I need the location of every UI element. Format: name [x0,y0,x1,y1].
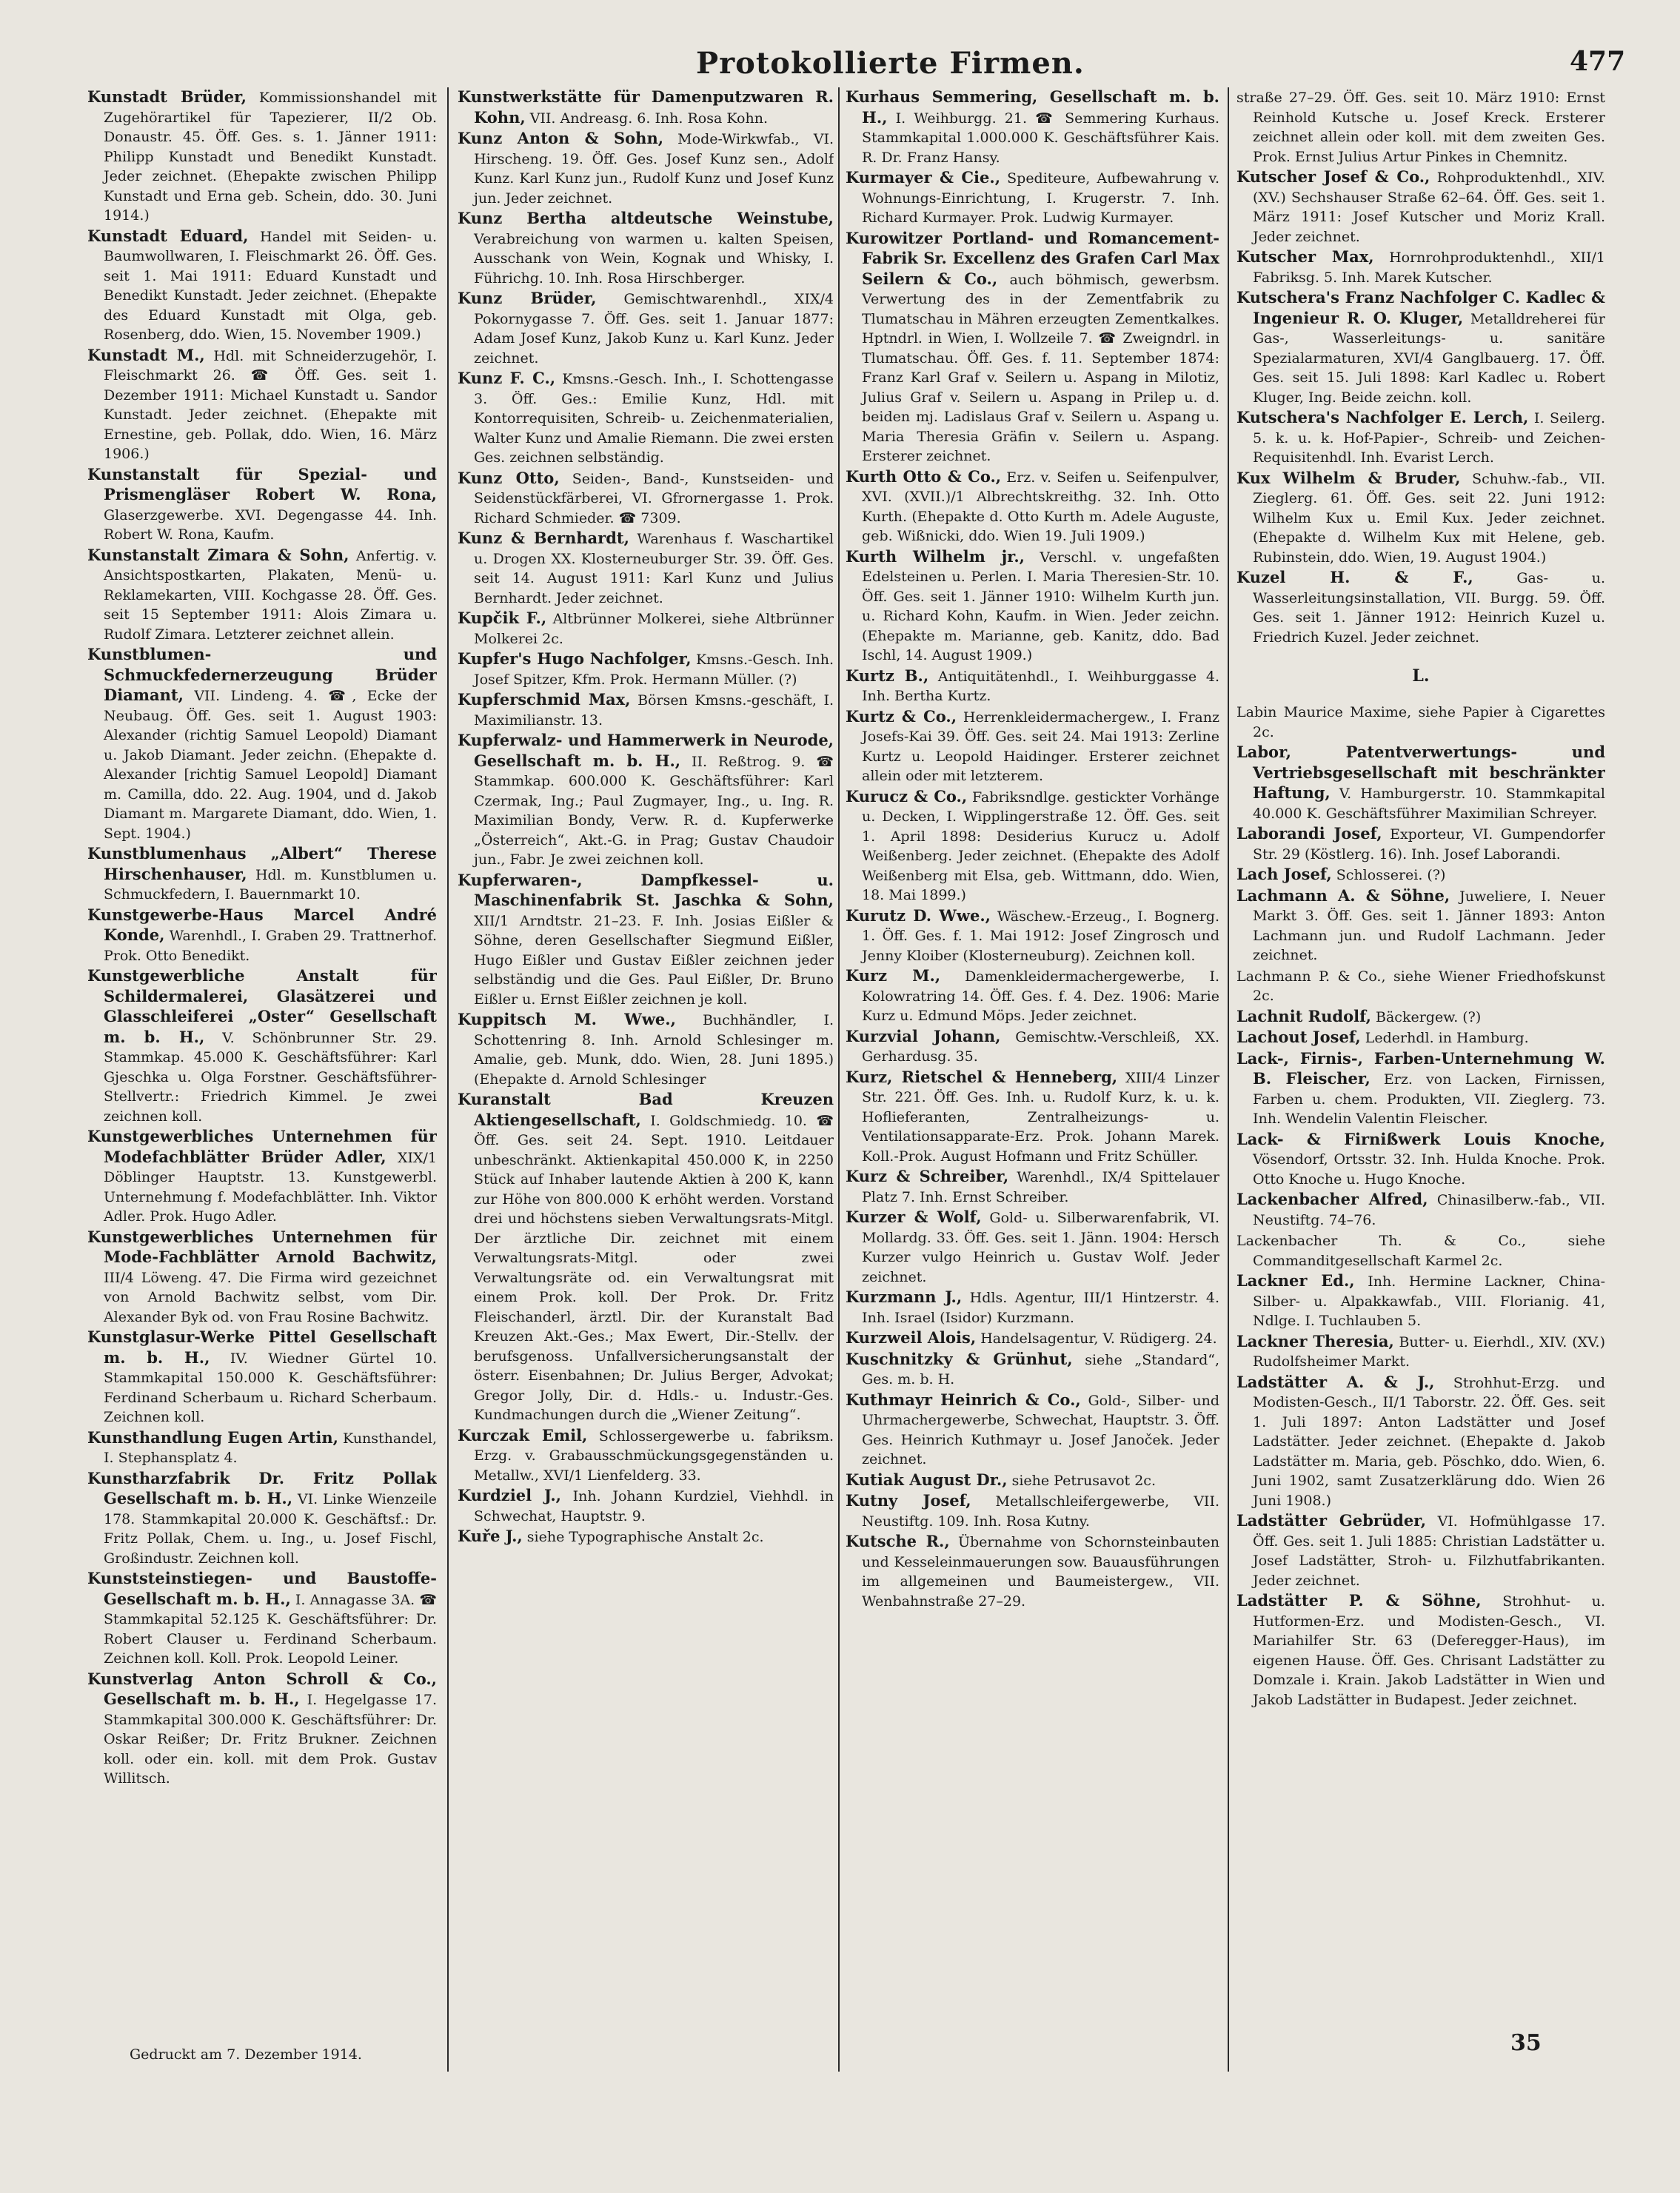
firm-details: Spediteure, Aufbewahrung v. Wohnungs-Einrichtung, I. Krugerstr. 7. Inh. Richard Kurmayer. Prok. Ludwig Kurmayer. [862,170,1219,226]
firm-name: Kunstadt M., [87,345,205,364]
firm-details: Erz. v. Seifen u. Seifenpulver, XVI. (XVII.)/1 Albrechtskreithg. 32. Inh. Otto Kurth. (Ehepakte d. Otto Kurth m. Adele Auguste, geb. Wißnicki, ddo. Wien 19. Juli 1909.) [862,469,1219,544]
firm-details: Metallschleifergewerbe, VII. Neustiftg. 109. Inh. Rosa Kutny. [862,1493,1219,1530]
firm-name: Kunstharzfabrik Dr. Fritz Pollak Gesellschaft m. b. H., [87,1468,437,1507]
firm-name: Lachnit Rudolf, [1236,1006,1371,1025]
firm-name: Kux Wilhelm & Bruder, [1236,468,1461,487]
firm-entry [1236,408,1605,468]
firm-details: Bäckergew. (?) [1371,1008,1482,1025]
firm-details: Inh. Hermine Lackner, China-Silber- u. Alpakkawfab., VIII. Florianig. 41, Ndlge. I. Tuchlauben 5. [1253,1273,1605,1329]
firm-name: Kunstblumen- und Schmuckfedernerzeugung Brüder Diamant, [87,645,437,704]
firm-details: IV. Wiedner Gürtel 10. Stammkapital 150.000 K. Geschäftsführer: Ferdinand Scherbaum u. Richard Scherbaum. Zeichnen koll. [104,1350,437,1425]
firm-name: Kunstgewerbliche Anstalt für Schildermalerei, Glasätzerei und Glasschleiferei „Oster“ Gesellschaft m. b. H., [87,966,437,1046]
firm-entry [846,906,1219,966]
firm-entry [846,1390,1219,1470]
firm-entry [1236,1231,1605,1270]
firm-details: Glaserzgewerbe. XVI. Degengasse 44. Inh. Robert W. Rona, Kaufm. [104,506,437,543]
firm-details: VI. Linke Wienzeile 178. Stammkapital 20.000 K. Geschäftsf.: Dr. Fritz Pollak, Chem. u. Ing., u. Josef Fischl, Großindustr. Zeichnen koll. [104,1491,437,1567]
firm-entry [458,1010,834,1089]
firm-name: Kutscher Max, [1236,247,1374,266]
firm-entry [1236,469,1605,568]
firm-name: Ladstätter Gebrüder, [1236,1511,1427,1530]
firm-name: Kurzvial Johann, [846,1026,1001,1045]
firm-name: Kupferwaren-, Dampfkessel- u. Maschinenfabrik St. Jaschka & Sohn, [458,870,834,909]
firm-name: Kupfer's Hugo Nachfolger, [458,649,692,668]
firm-entry [1236,1130,1605,1190]
firm-details: Verabreichung von warmen u. kalten Speisen, Ausschank von Wein, Kognak und Whisky, I. Führichg. 10. Inh. Rosa Hirschberger. [474,230,834,287]
firm-details: Juweliere, I. Neuer Markt 3. Öff. Ges. seit 1. Jänner 1893: Anton Lachmann jun. und Rudolf Lachmann. Jeder zeichnet. [1253,888,1605,963]
firm-entry [87,1670,437,1789]
column-1 [87,87,437,2057]
firm-details: Handelsagentur, V. Rüdigerg. 24. [976,1330,1217,1347]
firm-name: Kutny Josef, [846,1491,971,1510]
firm-entry [846,467,1219,546]
firm-entry [458,609,834,649]
firm-details: III/4 Löweng. 47. Die Firma wird gezeichnet von Arnold Bachwitz selbst, vom Dir. Alexander Byk od. von Frau Rosine Bachwitz. [104,1269,437,1325]
firm-entry [1236,824,1605,864]
firm-name: Kutschera's Franz Nachfolger C. Kadlec & Ingenieur R. O. Kluger, [1236,288,1605,327]
firm-entry [87,227,437,345]
firm-name: Kurzer & Wolf, [846,1208,982,1226]
firm-details: Hornrohproduktenhdl., XII/1 Fabriksg. 5. Inh. Marek Kutscher. [1253,250,1605,286]
firm-details: Altbrünner Molkerei, siehe Altbrünner Molkerei 2c. [474,611,834,647]
firm-name: Kuthmayr Heinrich & Co., [846,1390,1081,1409]
firm-details: siehe Petrusavot 2c. [1007,1472,1156,1489]
firm-entry [458,1090,834,1425]
firm-entry [458,1527,834,1547]
firm-entry [1236,886,1605,965]
firm-name: Kunsthandlung Eugen Artin, [87,1427,338,1447]
firm-entry [458,289,834,368]
firm-entry [1236,1028,1605,1048]
firm-name: Labor, Patentverwertungs- und Vertriebsgesellschaft mit beschränkter Haftung, [1236,743,1605,802]
firm-entry [846,787,1219,905]
firm-details: I. Weihburgg. 21. ☎ Semmering Kurhaus. Stammkapital 1.000.000 K. Geschäftsführer Kais. R. Dr. Franz Hansy. [862,110,1219,166]
firm-name: Lachmann A. & Söhne, [1236,885,1450,905]
firm-name: Kunststeinstiegen- und Baustoffe-Gesellschaft m. b. H., [87,1569,437,1608]
firm-entry [87,905,437,966]
firm-name: Kurzweil Alois, [846,1328,977,1347]
firm-name: Ladstätter A. & J., [1236,1372,1435,1391]
firm-details: XIII/4 Linzer Str. 221. Öff. Ges. Inh. u. Rudolf Kurz, k. u. k. Hoflieferanten, Zentralheizungs- u. Ventilationsapparate-Erz. Prok. Johann Marek. Koll.-Prok. August Hofmann und Fritz Schüller. [862,1069,1219,1165]
firm-name: Kutscher Josef & Co., [1236,167,1430,186]
firm-details: straße 27–29. Öff. Ges. seit 10. März 1910: Ernst Reinhold Kutsche u. Josef Kreck. Ersterer zeichnet allein oder koll. mit dem zweiten Ges. Prok. Ernst Julius Artur Pinkes in Chemnitz. [1236,90,1605,165]
column-rule [1228,87,1229,2072]
column-4 [1236,87,1605,2057]
firm-entry [458,1426,834,1486]
firm-details: Labin Maurice Maxime, siehe Papier à Cigarettes 2c. [1236,704,1605,740]
firm-name: Kurz, Rietschel & Henneberg, [846,1067,1118,1086]
firm-entry [87,546,437,645]
firm-name: Kunstgewerbe-Haus Marcel André Konde, [87,905,437,944]
sheet-number: 35 [1510,2030,1542,2056]
firm-entry [1236,247,1605,287]
firm-details: Lachmann P. & Co., siehe Wiener Friedhofskunst 2c. [1236,968,1605,1004]
firm-name: Kunz F. C., [458,369,556,387]
firm-name: Kunz & Bernhardt, [458,529,629,547]
firm-entry [846,1470,1219,1491]
firm-details: XII/1 Arndtstr. 21–23. F. Inh. Josias Eißler & Söhne, deren Gesellschafter Siegmund Eißler, Hugo Eißler und Gustav Eißler zeichnen jeder selbständig und die Ges. Paul Eißler, Dr. Bruno Eißler u. Ernst Eißler zeichnen je koll. [474,912,834,1008]
firm-details: Warenhaus f. Waschartikel u. Drogen XX. Klosterneuburger Str. 39. Öff. Ges. seit 14. August 1911: Karl Kunz und Julius Bernhardt. Jeder zeichnet. [474,531,834,606]
firm-details: Kommissionshandel mit Zugehörartikel für Tapezierer, II/2 Ob. Donaustr. 45. Öff. Ges. s. 1. Jänner 1911: Philipp Kunstadt und Benedikt Kunstadt. Jeder zeichnet. (Ehepakte zwischen Philipp Kunstadt und Erna geb. Schein, ddo. 30. Juni 1914.) [104,90,437,224]
firm-name: Kurmayer & Cie., [846,168,1001,187]
firm-details: VII. Lindeng. 4. ☎, Ecke der Neubaug. Öff. Ges. seit 1. August 1903: Alexander (richtig Samuel Leopold) Diamant u. Jakob Diamant. Jeder zeichn. (Ehepakte d. Alexander [richtig Samuel Leopold] Diamant m. Camilla, ddo. 22. Aug. 1904, und d. Jakob Diamant m. Margarete Diamant, ddo. Wien, 1. Sept. 1904.) [104,688,437,842]
firm-details: Gold- u. Silberwarenfabrik, VI. Mollardg. 33. Öff. Ges. seit 1. Jänn. 1904: Hersch Kurzer vulgo Heinrich u. Gustav Wolf. Jeder zeichnet. [862,1210,1219,1285]
firm-name: Kurz M., [846,966,941,985]
firm-details: Chinasilberw.-fab., VII. Neustiftg. 74–76. [1253,1192,1605,1228]
firm-details: Inh. Johann Kurdziel, Viehhdl. in Schwechat, Hauptstr. 9. [474,1488,834,1524]
firm-details: I. Annagasse 3A. ☎ Stammkapital 52.125 K. Geschäftsführer: Dr. Robert Clauser u. Ferdinand Scherbaum. Zeichnen koll. Koll. Prok. Leopold Leiner. [104,1591,437,1667]
firm-details: Hdls. Agentur, III/1 Hintzerstr. 4. Inh. Israel (Isidor) Kurzmann. [862,1290,1219,1326]
page-title: Protokollierte Firmen. [696,46,1085,81]
firm-details: Fabriksndlge. gestickter Vorhänge u. Decken, I. Wipplingerstraße 12. Öff. Ges. seit 1. April 1898: Desiderius Kurucz u. Adolf Weißenberg. Jeder zeichnet. (Ehepakte des Adolf Weißenberg mit Elsa, geb. Wittmann, ddo. Wien, 18. Mai 1899.) [862,789,1219,903]
firm-details: auch böhmisch, gewerbsm. Verwertung des in der Zementfabrik zu Tlumatschau in Mähren erzeugten Zementkalkes. Hptndrl. in Wien, I. Wollzeile 7. ☎ Zweigndrl. in Tlumatschau. Öff. Ges. f. 11. September 1874: Franz Karl Graf v. Seilern u. Aspang in Milotiz, Julius Graf v. Seilern u. Aspang in Prilep u. d. beiden mj. Ladislaus Graf v. Seilern u. Aspang u. Maria Theresia Gräfin v. Seilern u. Aspang. Ersterer zeichnet. [862,271,1219,464]
firm-name: Kutiak August Dr., [846,1470,1008,1489]
firm-details: V. Schönbrunner Str. 29. Stammkap. 45.000 K. Geschäftsführer: Karl Gjeschka u. Olga Forstner. Geschäftsführer-Stellvertr.: Friedrich Kimmel. Je zwei zeichnen koll. [104,1029,437,1125]
firm-entry [87,966,437,1126]
firm-name: Kupčik F., [458,609,547,627]
firm-details: Schlosserei. (?) [1331,867,1446,883]
column-rule [838,87,840,2072]
firm-name: Kurhaus Semmering, Gesellschaft m. b. H., [846,87,1219,127]
firm-name: Kuře J., [458,1527,523,1545]
firm-details: Verschl. v. ungefaßten Edelsteinen u. Perlen. I. Maria Theresien-Str. 10. Öff. Ges. seit 1. Jänner 1910: Wilhelm Kurth jun. u. Richard Kohn, Kaufm. in Wien. Jeder zeichn. (Ehepakte m. Marianne, geb. Kanitz, ddo. Bad Ischl, 14. August 1909.) [862,549,1219,663]
firm-details: Kmsns.-Gesch. Inh., I. Schottengasse 3. Öff. Ges.: Emilie Kunz, Hdl. mit Kontorrequisiten, Schreib- u. Zeichenmaterialien, Walter Kunz und Amalie Riemann. Die zwei ersten Ges. zeichnen selbständig. [474,371,834,466]
firm-entry [87,645,437,843]
firm-details: Buchhändler, I. Schottenring 8. Inh. Arnold Schlesinger m. Amalie, geb. Munk, ddo. Wien, 28. Juni 1895.) (Ehepakte d. Arnold Schlesinger [474,1012,834,1088]
firm-name: Lackenbacher Alfred, [1236,1190,1428,1208]
section-letter: L. [1412,666,1430,686]
firm-entry [87,1569,437,1669]
firm-entry [1236,1332,1605,1372]
firm-details: Gemischtw.-Verschleiß, XX. Gerhardusg. 35. [862,1028,1219,1065]
firm-details: Mode-Wirkwfab., VI. Hirscheng. 19. Öff. Ges. Josef Kunz sen., Adolf Kunz. Karl Kunz jun., Rudolf Kunz und Josef Kunz jun. Jeder zeichnet. [474,131,834,207]
firm-name: Kurucz & Co., [846,786,968,806]
firm-details: Damenkleidermachergewerbe, I. Kolowratring 14. Öff. Ges. f. 4. Dez. 1906: Marie Kurz u. Edmund Möps. Jeder zeichnet. [862,968,1219,1024]
firm-entry [1236,568,1605,647]
firm-name: Lack-, Firnis-, Farben-Unternehmung W. B. Fleischer, [1236,1048,1605,1088]
firm-entry [458,209,834,288]
firm-name: Kunstanstalt Zimara & Sohn, [87,545,349,564]
firm-name: Kupferschmid Max, [458,690,631,709]
firm-name: Kurtz B., [846,666,929,685]
column-3 [846,87,1219,2057]
firm-name: Kunstadt Brüder, [87,87,247,106]
firm-details: I. Seilerg. 5. k. u. k. Hof-Papier-, Schreib- und Zeichen-Requisitenhdl. Inh. Evarist Lerch. [1253,410,1605,466]
firm-name: Lach Josef, [1236,865,1332,883]
firm-details: Vösendorf, Ortsstr. 32. Inh. Hulda Knoche. Prok. Otto Knoche u. Hugo Knoche. [1253,1151,1605,1188]
firm-entry [458,529,834,608]
firm-entry [87,346,437,464]
firm-details: VI. Hofmühlgasse 17. Öff. Ges. seit 1. Juli 1885: Christian Ladstätter u. Josef Ladstätter, Stroh- u. Filzhutfabrikanten. Jeder zeichnet. [1253,1513,1605,1589]
firm-entry [1236,1271,1605,1331]
firm-name: Kurth Wilhelm jr., [846,546,1025,566]
firm-details: Strohhut-Erzg. und Modisten-Gesch., II/1 Taborstr. 22. Öff. Ges. seit 1. Juli 1897: Anton Ladstätter und Josef Ladstätter. Jeder zeichnet. (Ehepakte d. Jakob Ladstätter m. Maria, geb. Pöschko, ddo. Wien, 6. Juni 1902, samt Zusatzerklärung ddo. Wien 26 Juni 1908.) [1253,1374,1605,1509]
firm-name: Kunstwerkstätte für Damenputzwaren R. Kohn, [458,87,834,127]
firm-entry [1236,288,1605,407]
firm-entry [458,1486,834,1526]
firm-name: Kutschera's Nachfolger E. Lerch, [1236,408,1529,426]
firm-details: Lederhdl. in Hamburg. [1360,1030,1529,1046]
firm-name: Kutsche R., [846,1532,950,1550]
firm-details: Gemischtwarenhdl., XIX/4 Pokornygasse 7. Öff. Ges. seit 1. Januar 1877: Adam Josef Kunz, Jakob Kunz u. Karl Kunz. Jeder zeichnet. [474,291,834,366]
firm-entry [87,1228,437,1327]
firm-entry [1236,702,1605,742]
firm-entry [1236,966,1605,1006]
firm-name: Kunstglasur-Werke Pittel Gesellschaft m. b. H., [87,1327,437,1367]
firm-name: Kunstblumenhaus „Albert“ Therese Hirschenhauser, [87,844,437,883]
firm-name: Kurth Otto & Co., [846,466,1002,486]
firm-details: Butter- u. Eierhdl., XIV. (XV.) Rudolfsheimer Markt. [1253,1333,1605,1370]
firm-entry [458,369,834,468]
firm-entry [1236,865,1605,885]
firm-name: Lachout Josef, [1236,1028,1361,1046]
firm-entry [1236,743,1605,823]
firm-details: V. Hamburgerstr. 10. Stammkapital 40.000 K. Geschäftsführer Maximilian Schreyer. [1253,786,1605,822]
firm-name: Kunz Anton & Sohn, [458,129,664,147]
firm-entry [458,690,834,730]
firm-entry [458,731,834,870]
firm-name: Kunstadt Eduard, [87,226,249,245]
firm-details: Hdl. mit Schneiderzugehör, I. Fleischmarkt 26. ☎ Öff. Ges. seit 1. Dezember 1911: Michael Kunstadt u. Sandor Kunstadt. Jeder zeichnet. (Ehepakte mit Ernestine, geb. Pollak, ddo. Wien, 16. März 1906.) [104,347,437,462]
firm-details: Kmsns.-Gesch. Inh. Josef Spitzer, Kfm. Prok. Hermann Müller. (?) [474,652,834,688]
firm-name: Kunstgewerbliches Unternehmen für Modefachblätter Brüder Adler, [87,1127,437,1166]
column-rule [447,87,449,2072]
firm-details: siehe „Standard“, Ges. m. b. H. [862,1351,1219,1387]
firm-name: Lack- & Firnißwerk Louis Knoche, [1236,1129,1605,1148]
firm-details: XIX/1 Döblinger Hauptstr. 13. Kunstgewerbl. Unternehmung f. Modefachblätter. Inh. Viktor Adler. Prok. Hugo Adler. [104,1149,437,1225]
firm-entry [458,871,834,1010]
firm-name: Kunstanstalt für Spezial- und Prismengläser Robert W. Rona, [87,464,437,503]
firm-details: Rohproduktenhdl., XIV. (XV.) Sechshauser Straße 62–64. Öff. Ges. seit 1. März 1911: Josef Kutscher und Moriz Krall. Jeder zeichnet. [1253,170,1605,245]
firm-entry [87,1327,437,1427]
firm-name: Kurzmann J., [846,1288,963,1306]
firm-details: II. Reßtrog. 9. ☎ Stammkap. 600.000 K. Geschäftsführer: Karl Czermak, Ing.; Paul Zugmayer, Ing., u. Ing. R. Maximilian Bondy, Verw. R. d. Kupferwerke „Österreich“, Akt.-G. in Prag; Gustav Chaudoir jun., Fabr. Je zwei zeichnen koll. [474,753,834,868]
firm-entry [87,465,437,545]
firm-entry [87,1469,437,1569]
firm-name: Laborandi Josef, [1236,824,1382,843]
firm-details: Schlossergewerbe u. fabriksm. Erzg. v. Grabausschmückungsgegenständen u. Metallw., XVI/1 Lienfelderg. 33. [474,1427,834,1484]
firm-entry [1236,87,1605,167]
firm-details: Wäschew.-Erzeug., I. Bognerg. 1. Öff. Ges. f. 1. Mai 1912: Josef Zingrosch und Jenny Kloiber (Klosterneuburg). Zeichnen koll. [862,908,1219,964]
firm-details: Gold-, Silber- und Uhrmachergewerbe, Schwechat, Hauptstr. 3. Öff. Ges. Heinrich Kuthmayr u. Josef Janoček. Jeder zeichnet. [862,1392,1219,1467]
firm-entry [846,1328,1219,1349]
firm-details: Antiquitätenhdl., I. Weihburggasse 4. Inh. Bertha Kurtz. [862,668,1219,704]
firm-name: Kupferwalz- und Hammerwerk in Neurode, Gesellschaft m. b. H., [458,731,834,770]
firm-entry [846,1288,1219,1327]
firm-entry [846,1027,1219,1067]
firm-details: Strohhut- u. Hutformen-Erz. und Modisten-Gesch., VI. Mariahilfer Str. 63 (Deferegger-Haus), im eigenen Hause. Öff. Ges. Chrisant Ladstätter zu Domzale i. Krain. Jakob Ladstätter in Wien und Jakob Ladstätter in Budapest. Jeder zeichnet. [1253,1593,1605,1708]
firm-name: Kurutz D. Wwe., [846,905,991,925]
firm-entry [1236,1049,1605,1129]
firm-entry [846,1068,1219,1167]
firm-entry [846,229,1219,466]
firm-name: Kuranstalt Bad Kreuzen Aktiengesellschaft, [458,1090,834,1129]
firm-name: Kuppitsch M. Wwe., [458,1010,676,1028]
firm-entry [458,129,834,208]
firm-entry [846,666,1219,706]
firm-entry [458,649,834,689]
firm-name: Kurowitzer Portland- und Romancement-Fabrik Sr. Excellenz des Grafen Carl Max Seilern & Co., [846,228,1219,288]
firm-entry [1236,1373,1605,1511]
firm-entry [458,87,834,128]
firm-details: Handel mit Seiden- u. Baumwollwaren, I. Fleischmarkt 26. Öff. Ges. seit 1. Mai 1911: Eduard Kunstadt und Benedikt Kunstadt. Jeder zeichnet. (Ehepakte des Eduard Kunstadt mit Olga, geb. Rosenberg, ddo. Wien, 15. November 1909.) [104,228,437,343]
firm-entry [1236,1591,1605,1710]
firm-entry [87,1428,437,1468]
firm-details: Anfertig. v. Ansichtspostkarten, Plakaten, Menü- u. Reklamekarten, VIII. Kochgasse 28. Öff. Ges. seit 15 September 1911: Alois Zimara u. Rudolf Zimara. Letzterer zeichnet allein. [104,547,437,643]
firm-name: Kurdziel J., [458,1486,561,1504]
firm-entry [846,1491,1219,1531]
firm-details: Gas- u. Wasserleitungsinstallation, VII. Burgg. 59. Öff. Ges. seit 1. Jänner 1912: Heinrich Kuzel u. Friedrich Kuzel. Jeder zeichnet. [1253,570,1605,646]
firm-entry [1236,1511,1605,1590]
page-number: 477 [1570,46,1626,77]
firm-entry [846,1532,1219,1611]
firm-details: Übernahme von Schornsteinbauten und Kesseleinmauerungen sow. Bauausführungen im allgemeinen und Baumeistergew., VII. Wenbahnstraße 27–29. [862,1534,1219,1610]
firm-entry [458,469,834,529]
firm-name: Kuzel H. & F., [1236,568,1473,586]
firm-entry [846,966,1219,1026]
firm-entry [846,1208,1219,1287]
firm-name: Kunstgewerbliches Unternehmen für Mode-Fachblätter Arnold Bachwitz, [87,1227,437,1266]
firm-details: Warenhdl., I. Graben 29. Trattnerhof. Prok. Otto Benedikt. [104,928,437,964]
firm-entry [846,168,1219,228]
firm-name: Lackner Ed., [1236,1271,1355,1290]
firm-entry [1236,167,1605,247]
firm-details: Börsen Kmsns.-geschäft, I. Maximilianstr. 13. [474,692,834,729]
firm-name: Kunz Bertha altdeutsche Weinstube, [458,209,834,227]
firm-details: VII. Andreasg. 6. Inh. Rosa Kohn. [525,110,768,127]
firm-name: Kunstverlag Anton Schroll & Co., Gesellschaft m. b. H., [87,1669,437,1708]
column-2 [458,87,834,2057]
firm-entry [846,87,1219,167]
firm-name: Kunz Brüder, [458,289,597,307]
firm-details: siehe Typographische Anstalt 2c. [522,1529,764,1545]
firm-details: Metalldreherei für Gas-, Wasserleitungs- u. sanitäre Spezialarmaturen, XVI/4 Ganglbauerg. 17. Öff. Ges. seit 15. Juli 1898: Karl Kadlec u. Robert Kluger, Ing. Beide zeichn. koll. [1253,310,1605,406]
firm-name: Kurczak Emil, [458,1425,588,1444]
firm-details: Exporteur, VI. Gumpendorfer Str. 29 (Köstlerg. 16). Inh. Josef Laborandi. [1253,826,1605,863]
firm-entry [87,87,437,226]
firm-entry [87,844,437,905]
firm-details: Warenhdl., IX/4 Spittelauer Platz 7. Inh. Ernst Schreiber. [862,1169,1219,1205]
firm-entry [846,1167,1219,1207]
firm-entry [846,707,1219,786]
firm-entry [846,1350,1219,1390]
firm-details: I. Hegelgasse 17. Stammkapital 300.000 K. Geschäftsführer: Dr. Oskar Reißer; Dr. Fritz Brukner. Zeichnen koll. oder ein. koll. mit dem Prok. Gustav Willitsch. [104,1692,437,1787]
firm-details: Kunsthandel, I. Stephansplatz 4. [104,1430,437,1466]
firm-name: Kurtz & Co., [846,706,957,726]
firm-name: Kuschnitzky & Grünhut, [846,1349,1073,1368]
firm-entry [1236,1190,1605,1230]
print-date: Gedruckt am 7. Dezember 1914. [130,2046,362,2063]
firm-details: Seiden-, Band-, Kunstseiden- und Seidenstückfärberei, VI. Gfrornergasse 1. Prok. Richard Schmieder. ☎ 7309. [474,470,834,526]
firm-name: Lackner Theresia, [1236,1331,1394,1350]
firm-details: I. Goldschmiedg. 10. ☎ Öff. Ges. seit 24. Sept. 1910. Leitdauer unbeschränkt. Aktienkapital 450.000 K, in 2250 Stück auf Inhaber lautende Aktien à 200 K, kann zur Höhe von 800.000 K erhöht werden. Vorstand drei und höchstens sieben Verwaltungsrats-Mitgl. Der ärztliche Dir. zeichnet mit einem Verwaltungsrats-Mitgl. oder zwei Verwaltungsräte od. ein Verwaltungsrat mit einem Prok. koll. Der Prok. Dr. Fritz Fleischanderl, ärztl. Dir. der Kuranstalt Bad Kreuzen Akt.-Ges.; Max Ewert, Dir.-Stellv. der berufsgenoss. Unfallversicherungsanstalt der österr. Eisenbahnen; Dr. Julius Berger, Advokat; Gregor Jolly, Dir. d. Hdls.- u. Industr.-Ges. Kundmachungen durch die „Wiener Zeitung“. [474,1112,834,1423]
firm-name: Kurz & Schreiber, [846,1167,1009,1185]
firm-entry [846,547,1219,666]
firm-details: Schuhw.-fab., VII. Zieglerg. 61. Öff. Ges. seit 22. Juni 1912: Wilhelm Kux u. Emil Kux. Jeder zeichnet. (Ehepakte d. Wilhelm Kux mit Helene, geb. Rubinstein, ddo. Wien, 19. August 1904.) [1253,470,1605,566]
firm-name: Kunz Otto, [458,468,560,487]
firm-details: Hdl. m. Kunstblumen u. Schmuckfedern, I. Bauernmarkt 10. [104,866,437,903]
firm-details: Erz. von Lacken, Firnissen, Farben u. chem. Produkten, VII. Zieglerg. 73. Inh. Wendelin Valentin Fleischer. [1253,1071,1605,1127]
firm-details: Lackenbacher Th. & Co., siehe Commanditgesellschaft Karmel 2c. [1236,1233,1605,1269]
firm-details: Herrenkleidermachergew., I. Franz Josefs-Kai 39. Öff. Ges. seit 24. Mai 1913: Zerline Kurtz u. Leopold Haidinger. Ersterer zeichnet allein oder mit letzterem. [862,709,1219,784]
firm-entry [87,1127,437,1227]
firm-entry [1236,1007,1605,1028]
firm-name: Ladstätter P. & Söhne, [1236,1591,1482,1610]
